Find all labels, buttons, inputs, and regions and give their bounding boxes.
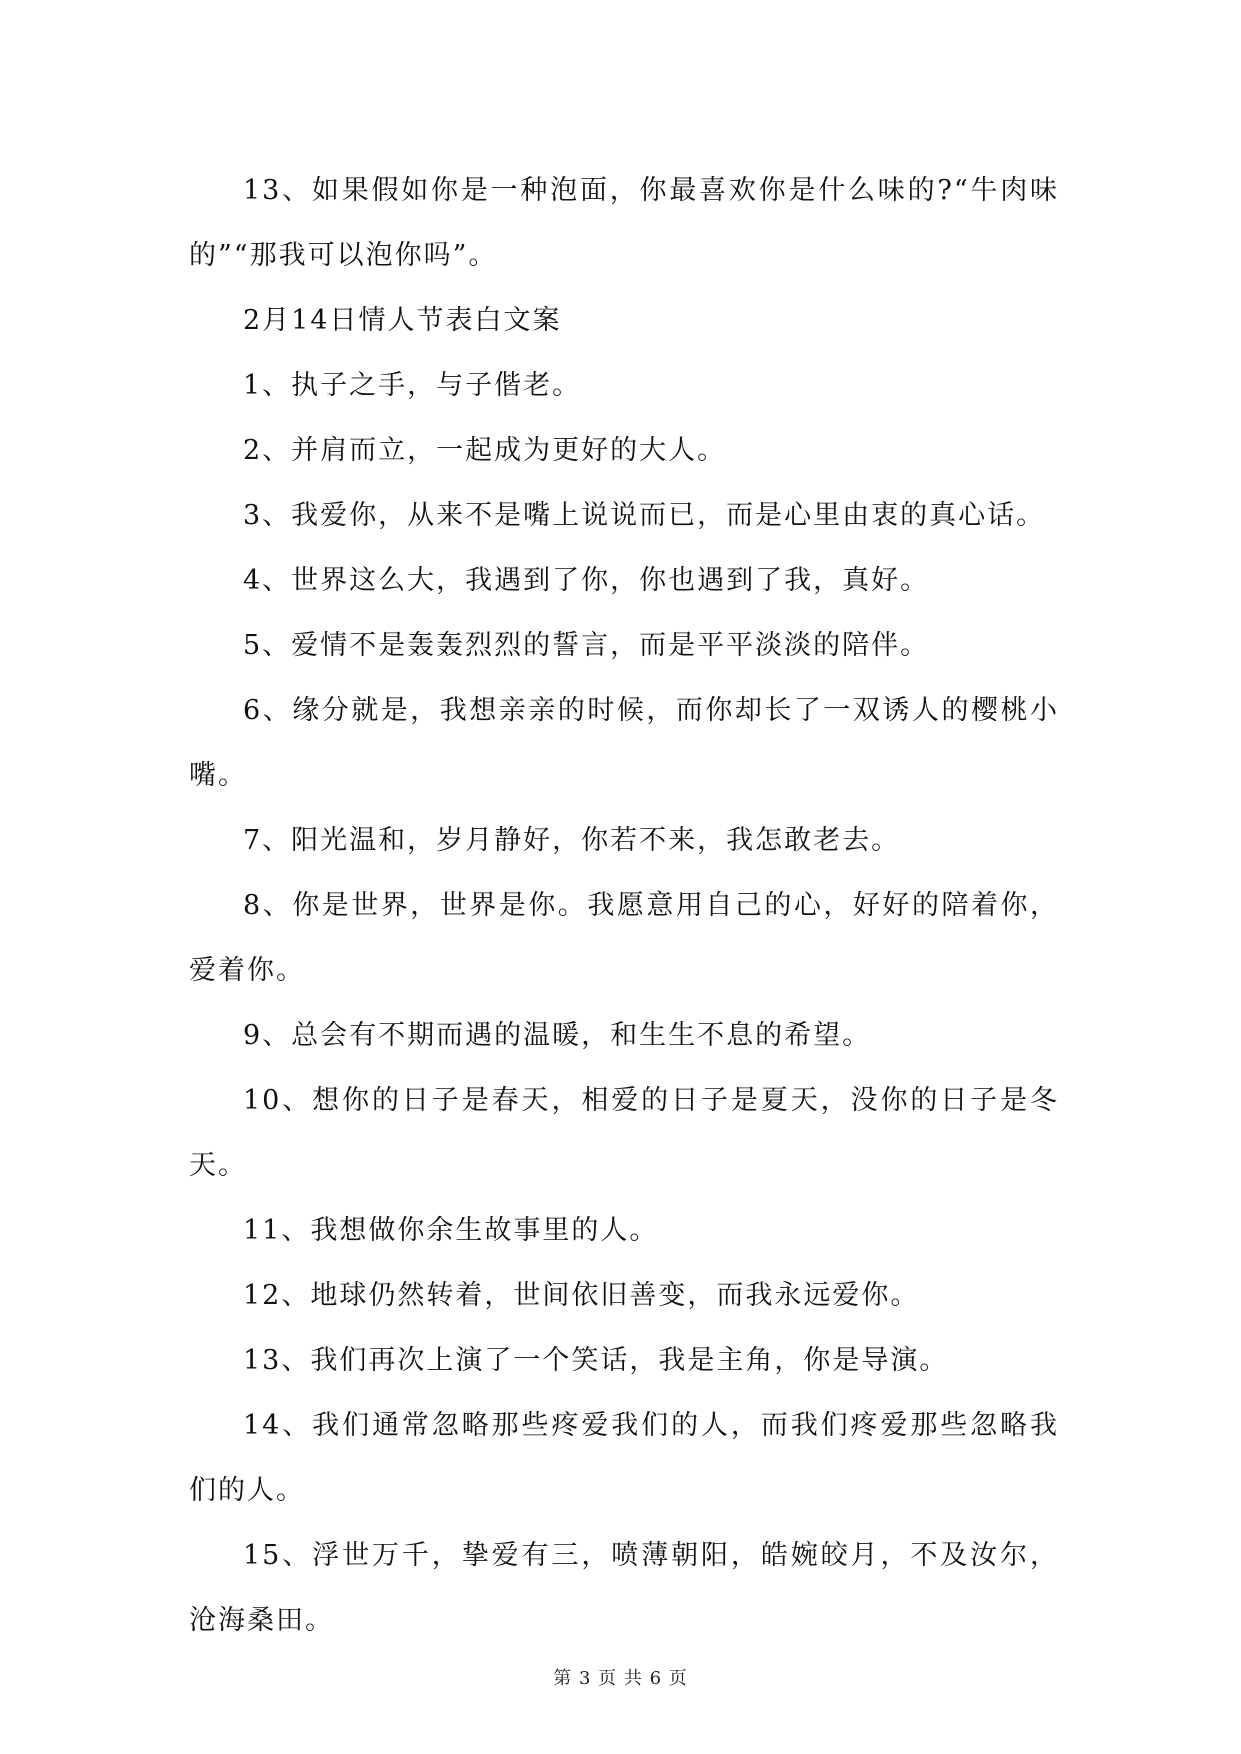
paragraph-1: 13、如果假如你是一种泡面，你最喜欢你是什么味的?“牛肉味的”“那我可以泡你吗”。 (189, 175, 1059, 271)
paragraph-9: 7、阳光温和，岁月静好，你若不来，我怎敢老去。 (243, 825, 901, 856)
document-body (189, 158, 1059, 1653)
paragraph-10: 8、你是世界，世界是你。我愿意用自己的心，好好的陪着你，爱着你。 (189, 890, 1059, 986)
paragraph-6: 4、世界这么大，我遇到了你，你也遇到了我，真好。 (243, 565, 930, 596)
paragraph-8: 6、缘分就是，我想亲亲的时候，而你却长了一双诱人的樱桃小嘴。 (189, 695, 1059, 791)
paragraph-11: 9、总会有不期而遇的温暖，和生生不息的希望。 (243, 1020, 872, 1051)
paragraph-7: 5、爱情不是轰轰烈烈的誓言，而是平平淡淡的陪伴。 (243, 630, 930, 661)
paragraph-13: 11、我想做你余生故事里的人。 (243, 1215, 659, 1246)
paragraph-17: 15、浮世万千，挚爱有三，喷薄朝阳，皓婉皎月，不及汝尔，沧海桑田。 (189, 1540, 1059, 1636)
page-number-footer: 第 3 页 共 6 页 (553, 1668, 688, 1689)
paragraph-14: 12、地球仍然转着，世间依旧善变，而我永远爱你。 (243, 1280, 920, 1311)
paragraph-16: 14、我们通常忽略那些疼爱我们的人，而我们疼爱那些忽略我们的人。 (189, 1410, 1059, 1506)
paragraph-12: 10、想你的日子是春天，相爱的日子是夏天，没你的日子是冬天。 (189, 1085, 1059, 1181)
section-heading: 2月14日情人节表白文案 (243, 305, 562, 336)
paragraph-4: 2、并肩而立，一起成为更好的大人。 (243, 435, 727, 466)
paragraph-3: 1、执子之手，与子偕老。 (243, 370, 582, 401)
paragraph-5: 3、我爱你，从来不是嘴上说说而已，而是心里由衷的真心话。 (243, 500, 1046, 531)
paragraph-15: 13、我们再次上演了一个笑话，我是主角，你是导演。 (243, 1345, 949, 1376)
